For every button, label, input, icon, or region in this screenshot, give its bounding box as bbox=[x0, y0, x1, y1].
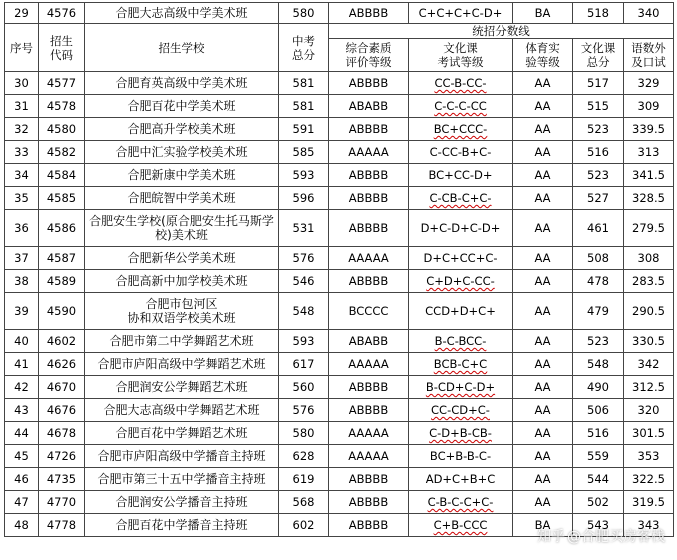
cell-total: 593 bbox=[279, 164, 329, 187]
cell-code: 4778 bbox=[39, 514, 85, 537]
cell-school: 合肥市庐阳高级中学播音主持班 bbox=[85, 445, 279, 468]
cell-total: 581 bbox=[279, 72, 329, 95]
cell-seq: 48 bbox=[5, 514, 39, 537]
cell-school: 合肥高新中加学校美术班 bbox=[85, 270, 279, 293]
cell-whk: CCD+D+C+ bbox=[409, 293, 513, 330]
cell-code: 4587 bbox=[39, 247, 85, 270]
watermark-author: @合肥买房客栈 bbox=[567, 529, 665, 545]
cell-yw: 340 bbox=[624, 3, 674, 24]
cell-code: 4584 bbox=[39, 164, 85, 187]
cell-whk-text: CC-CD+C- bbox=[431, 403, 490, 417]
cell-whk-text: C-D+B-CB- bbox=[429, 426, 492, 440]
cell-seq: 36 bbox=[5, 210, 39, 247]
cell-seq: 30 bbox=[5, 72, 39, 95]
cell-total: 580 bbox=[279, 422, 329, 445]
cell-total: 593 bbox=[279, 330, 329, 353]
cell-total: 591 bbox=[279, 118, 329, 141]
cell-whk: AD+C+B+C bbox=[409, 468, 513, 491]
cell-seq: 47 bbox=[5, 491, 39, 514]
table-row bbox=[5, 353, 674, 376]
cell-zhpj: AAAAA bbox=[329, 247, 409, 270]
cell-school: 合肥市庐阳高级中学舞蹈艺术班 bbox=[85, 353, 279, 376]
cell-code: 4585 bbox=[39, 187, 85, 210]
cell-tysy: AA bbox=[513, 491, 573, 514]
cell-yw: 320 bbox=[624, 399, 674, 422]
cell-whk-text: BC+CCC- bbox=[433, 122, 488, 136]
cell-total: 548 bbox=[279, 293, 329, 330]
cell-whkzf: 516 bbox=[573, 141, 624, 164]
cell-yw: 329 bbox=[624, 72, 674, 95]
cell-whk bbox=[409, 187, 513, 210]
cell-code: 4577 bbox=[39, 72, 85, 95]
cell-tysy: BA bbox=[513, 514, 573, 537]
watermark-site: 知乎 bbox=[537, 529, 565, 545]
cell-tysy: AA bbox=[513, 330, 573, 353]
header-yw: 语数外 及口试 bbox=[624, 39, 674, 72]
cell-whkzf: 478 bbox=[573, 270, 624, 293]
cell-whk-text: BCB-C+C bbox=[433, 357, 488, 371]
cell-tysy: AA bbox=[513, 270, 573, 293]
table-row bbox=[5, 247, 674, 270]
cell-whk bbox=[409, 72, 513, 95]
cell-tysy: AA bbox=[513, 399, 573, 422]
cell-yw: 322.5 bbox=[624, 468, 674, 491]
cell-code: 4670 bbox=[39, 376, 85, 399]
cell-seq: 45 bbox=[5, 445, 39, 468]
cell-total: 581 bbox=[279, 95, 329, 118]
cell-code: 4735 bbox=[39, 468, 85, 491]
cell-whkzf: 502 bbox=[573, 491, 624, 514]
cell-code: 4726 bbox=[39, 445, 85, 468]
cell-whkzf: 517 bbox=[573, 72, 624, 95]
cell-whkzf: 516 bbox=[573, 422, 624, 445]
header-row bbox=[5, 24, 674, 39]
cell-whkzf: 527 bbox=[573, 187, 624, 210]
cell-code: 4590 bbox=[39, 293, 85, 330]
cell-zhpj: ABBBB bbox=[329, 514, 409, 537]
cell-seq: 29 bbox=[5, 3, 39, 24]
table-row bbox=[5, 468, 674, 491]
cell-yw: 283.5 bbox=[624, 270, 674, 293]
cell-zhpj: ABBBB bbox=[329, 118, 409, 141]
cell-yw: 313 bbox=[624, 141, 674, 164]
cell-school: 合肥新华公学美术班 bbox=[85, 247, 279, 270]
cell-zhpj: AAAAA bbox=[329, 445, 409, 468]
cell-tysy: AA bbox=[513, 141, 573, 164]
cell-whk bbox=[409, 514, 513, 537]
cell-yw: 341.5 bbox=[624, 164, 674, 187]
cell-whk: C-CC-B+C- bbox=[409, 141, 513, 164]
cell-seq: 38 bbox=[5, 270, 39, 293]
cell-whk: BC+CC-D+ bbox=[409, 164, 513, 187]
cell-yw: 330.5 bbox=[624, 330, 674, 353]
table-row bbox=[5, 270, 674, 293]
cell-zhpj: ABBBB bbox=[329, 491, 409, 514]
cell-whkzf: 506 bbox=[573, 399, 624, 422]
cell-total: 531 bbox=[279, 210, 329, 247]
cell-yw: 312.5 bbox=[624, 376, 674, 399]
cell-school: 合肥新康中学美术班 bbox=[85, 164, 279, 187]
cell-whkzf: 523 bbox=[573, 330, 624, 353]
cell-whkzf: 515 bbox=[573, 95, 624, 118]
cell-seq: 39 bbox=[5, 293, 39, 330]
cell-code: 4770 bbox=[39, 491, 85, 514]
cell-code: 4582 bbox=[39, 141, 85, 164]
cell-whkzf: 461 bbox=[573, 210, 624, 247]
cell-total: 617 bbox=[279, 353, 329, 376]
cell-whkzf: 479 bbox=[573, 293, 624, 330]
cell-code: 4626 bbox=[39, 353, 85, 376]
cell-school: 合肥高升学校美术班 bbox=[85, 118, 279, 141]
cell-seq: 42 bbox=[5, 376, 39, 399]
cell-school: 合肥皖智中学美术班 bbox=[85, 187, 279, 210]
cell-zhpj: ABBBB bbox=[329, 72, 409, 95]
cell-zhpj: ABBBB bbox=[329, 210, 409, 247]
cell-school: 合肥百花中学播音主持班 bbox=[85, 514, 279, 537]
cell-whk bbox=[409, 422, 513, 445]
table-row bbox=[5, 164, 674, 187]
table-row bbox=[5, 95, 674, 118]
cell-tysy: AA bbox=[513, 293, 573, 330]
cell-whkzf: 548 bbox=[573, 353, 624, 376]
cell-yw: 290.5 bbox=[624, 293, 674, 330]
cell-zhpj: BCCCC bbox=[329, 293, 409, 330]
cell-whkzf: 518 bbox=[573, 3, 624, 24]
cell-yw: 328.5 bbox=[624, 187, 674, 210]
cell-code: 4586 bbox=[39, 210, 85, 247]
cell-whk bbox=[409, 95, 513, 118]
cell-yw: 279.5 bbox=[624, 210, 674, 247]
header-code: 招生 代码 bbox=[39, 24, 85, 72]
cell-school: 合肥百花中学舞蹈艺术班 bbox=[85, 422, 279, 445]
cell-school: 合肥育英高级中学美术班 bbox=[85, 72, 279, 95]
cell-yw: 301.5 bbox=[624, 422, 674, 445]
cell-whk bbox=[409, 353, 513, 376]
header-whk: 文化课 考试等级 bbox=[409, 39, 513, 72]
cell-seq: 31 bbox=[5, 95, 39, 118]
table-row bbox=[5, 3, 674, 24]
cell-yw: 308 bbox=[624, 247, 674, 270]
cell-tysy: AA bbox=[513, 468, 573, 491]
cell-whk bbox=[409, 118, 513, 141]
cell-total: 619 bbox=[279, 468, 329, 491]
cell-school: 合肥市第二中学舞蹈艺术班 bbox=[85, 330, 279, 353]
cell-whkzf: 508 bbox=[573, 247, 624, 270]
cell-total: 568 bbox=[279, 491, 329, 514]
admission-score-table bbox=[4, 2, 674, 537]
cell-tysy: BA bbox=[513, 3, 573, 24]
cell-total: 546 bbox=[279, 270, 329, 293]
cell-tysy: AA bbox=[513, 353, 573, 376]
watermark bbox=[535, 526, 665, 546]
cell-zhpj: ABBBB bbox=[329, 468, 409, 491]
cell-zhpj: ABBBB bbox=[329, 270, 409, 293]
cell-school: 合肥安生学校(原合肥安生托马斯学校)美术班 bbox=[85, 210, 279, 247]
table-row bbox=[5, 376, 674, 399]
cell-seq: 33 bbox=[5, 141, 39, 164]
cell-tysy: AA bbox=[513, 187, 573, 210]
cell-school: 合肥中汇实验学校美术班 bbox=[85, 141, 279, 164]
cell-whk bbox=[409, 270, 513, 293]
cell-school: 合肥大志高级中学舞蹈艺术班 bbox=[85, 399, 279, 422]
cell-school: 合肥润安公学播音主持班 bbox=[85, 491, 279, 514]
cell-total: 580 bbox=[279, 3, 329, 24]
header-school: 招生学校 bbox=[85, 24, 279, 72]
cell-whk bbox=[409, 491, 513, 514]
cell-whk: D+C-D+C-D+ bbox=[409, 210, 513, 247]
cell-seq: 35 bbox=[5, 187, 39, 210]
cell-whkzf: 543 bbox=[573, 514, 624, 537]
cell-tysy: AA bbox=[513, 72, 573, 95]
table-row bbox=[5, 141, 674, 164]
cell-seq: 46 bbox=[5, 468, 39, 491]
cell-whk-text: C+B-CCC bbox=[433, 518, 488, 532]
cell-zhpj: AAAAA bbox=[329, 141, 409, 164]
cell-zhpj: AAAAA bbox=[329, 422, 409, 445]
header-tysy: 体育实 验等级 bbox=[513, 39, 573, 72]
cell-school: 合肥大志高级中学美术班 bbox=[85, 3, 279, 24]
cell-tysy: AA bbox=[513, 118, 573, 141]
cell-school: 合肥润安公学舞蹈艺术班 bbox=[85, 376, 279, 399]
cell-whk-text: C-C-C-CC bbox=[434, 99, 487, 113]
cell-total: 596 bbox=[279, 187, 329, 210]
cell-zhpj: ABBBB bbox=[329, 376, 409, 399]
cell-school: 合肥百花中学美术班 bbox=[85, 95, 279, 118]
cell-total: 576 bbox=[279, 399, 329, 422]
cell-whkzf: 544 bbox=[573, 468, 624, 491]
table-row bbox=[5, 187, 674, 210]
cell-total: 602 bbox=[279, 514, 329, 537]
header-total: 中考 总分 bbox=[279, 24, 329, 72]
cell-zhpj: ABABB bbox=[329, 330, 409, 353]
cell-tysy: AA bbox=[513, 422, 573, 445]
table-row bbox=[5, 422, 674, 445]
cell-tysy: AA bbox=[513, 247, 573, 270]
cell-code: 4578 bbox=[39, 95, 85, 118]
cell-code: 4678 bbox=[39, 422, 85, 445]
cell-whk-text: CC-B-CC- bbox=[434, 76, 487, 90]
cell-school: 合肥市第三十五中学播音主持班 bbox=[85, 468, 279, 491]
cell-zhpj: ABBBB bbox=[329, 399, 409, 422]
cell-whk: BC+B-B-C- bbox=[409, 445, 513, 468]
cell-yw: 353 bbox=[624, 445, 674, 468]
cell-zhpj: ABBBB bbox=[329, 187, 409, 210]
cell-whk bbox=[409, 376, 513, 399]
cell-whk-text: B-C-BCC- bbox=[434, 334, 487, 348]
cell-zhpj: ABBBB bbox=[329, 164, 409, 187]
cell-whk: C+C+C+C-D+ bbox=[409, 3, 513, 24]
cell-whk bbox=[409, 330, 513, 353]
cell-seq: 34 bbox=[5, 164, 39, 187]
cell-yw: 309 bbox=[624, 95, 674, 118]
cell-whk bbox=[409, 399, 513, 422]
cell-yw: 319.5 bbox=[624, 491, 674, 514]
table-row bbox=[5, 330, 674, 353]
cell-code: 4589 bbox=[39, 270, 85, 293]
cell-total: 560 bbox=[279, 376, 329, 399]
cell-seq: 44 bbox=[5, 422, 39, 445]
cell-whkzf: 490 bbox=[573, 376, 624, 399]
table-row bbox=[5, 72, 674, 95]
cell-whkzf: 523 bbox=[573, 164, 624, 187]
cell-whk: D+C+CC+C- bbox=[409, 247, 513, 270]
header-whkzf: 文化课 总分 bbox=[573, 39, 624, 72]
header-seq: 序号 bbox=[5, 24, 39, 72]
cell-code: 4576 bbox=[39, 3, 85, 24]
cell-tysy: AA bbox=[513, 210, 573, 247]
cell-whk-text: C-B-C-C+C- bbox=[427, 495, 494, 509]
cell-yw: 342 bbox=[624, 353, 674, 376]
cell-yw: 339.5 bbox=[624, 118, 674, 141]
cell-zhpj: ABABB bbox=[329, 95, 409, 118]
header-zhpj: 综合素质 评价等级 bbox=[329, 39, 409, 72]
cell-code: 4580 bbox=[39, 118, 85, 141]
cell-seq: 43 bbox=[5, 399, 39, 422]
cell-seq: 40 bbox=[5, 330, 39, 353]
cell-school: 合肥市包河区 协和双语学校美术班 bbox=[85, 293, 279, 330]
cell-zhpj: AAAAA bbox=[329, 353, 409, 376]
table-row bbox=[5, 491, 674, 514]
cell-seq: 32 bbox=[5, 118, 39, 141]
table-row bbox=[5, 399, 674, 422]
cell-tysy: AA bbox=[513, 164, 573, 187]
cell-whk-text: B-CD+C-D+ bbox=[425, 380, 496, 394]
header-group: 统招分数线 bbox=[329, 24, 674, 39]
table-row bbox=[5, 445, 674, 468]
table-row bbox=[5, 118, 674, 141]
cell-code: 4602 bbox=[39, 330, 85, 353]
cell-tysy: AA bbox=[513, 376, 573, 399]
cell-whk-text: C-CB-C+C- bbox=[429, 191, 492, 205]
table-row bbox=[5, 210, 674, 247]
table-row bbox=[5, 293, 674, 330]
cell-yw: 343 bbox=[624, 514, 674, 537]
cell-seq: 37 bbox=[5, 247, 39, 270]
cell-seq: 41 bbox=[5, 353, 39, 376]
cell-tysy: AA bbox=[513, 445, 573, 468]
cell-whkzf: 523 bbox=[573, 118, 624, 141]
cell-zhpj: ABBBB bbox=[329, 3, 409, 24]
cell-total: 628 bbox=[279, 445, 329, 468]
cell-whkzf: 559 bbox=[573, 445, 624, 468]
cell-total: 585 bbox=[279, 141, 329, 164]
cell-code: 4676 bbox=[39, 399, 85, 422]
cell-tysy: AA bbox=[513, 95, 573, 118]
cell-total: 576 bbox=[279, 247, 329, 270]
cell-whk-text: C+D+C-CC- bbox=[426, 274, 495, 288]
